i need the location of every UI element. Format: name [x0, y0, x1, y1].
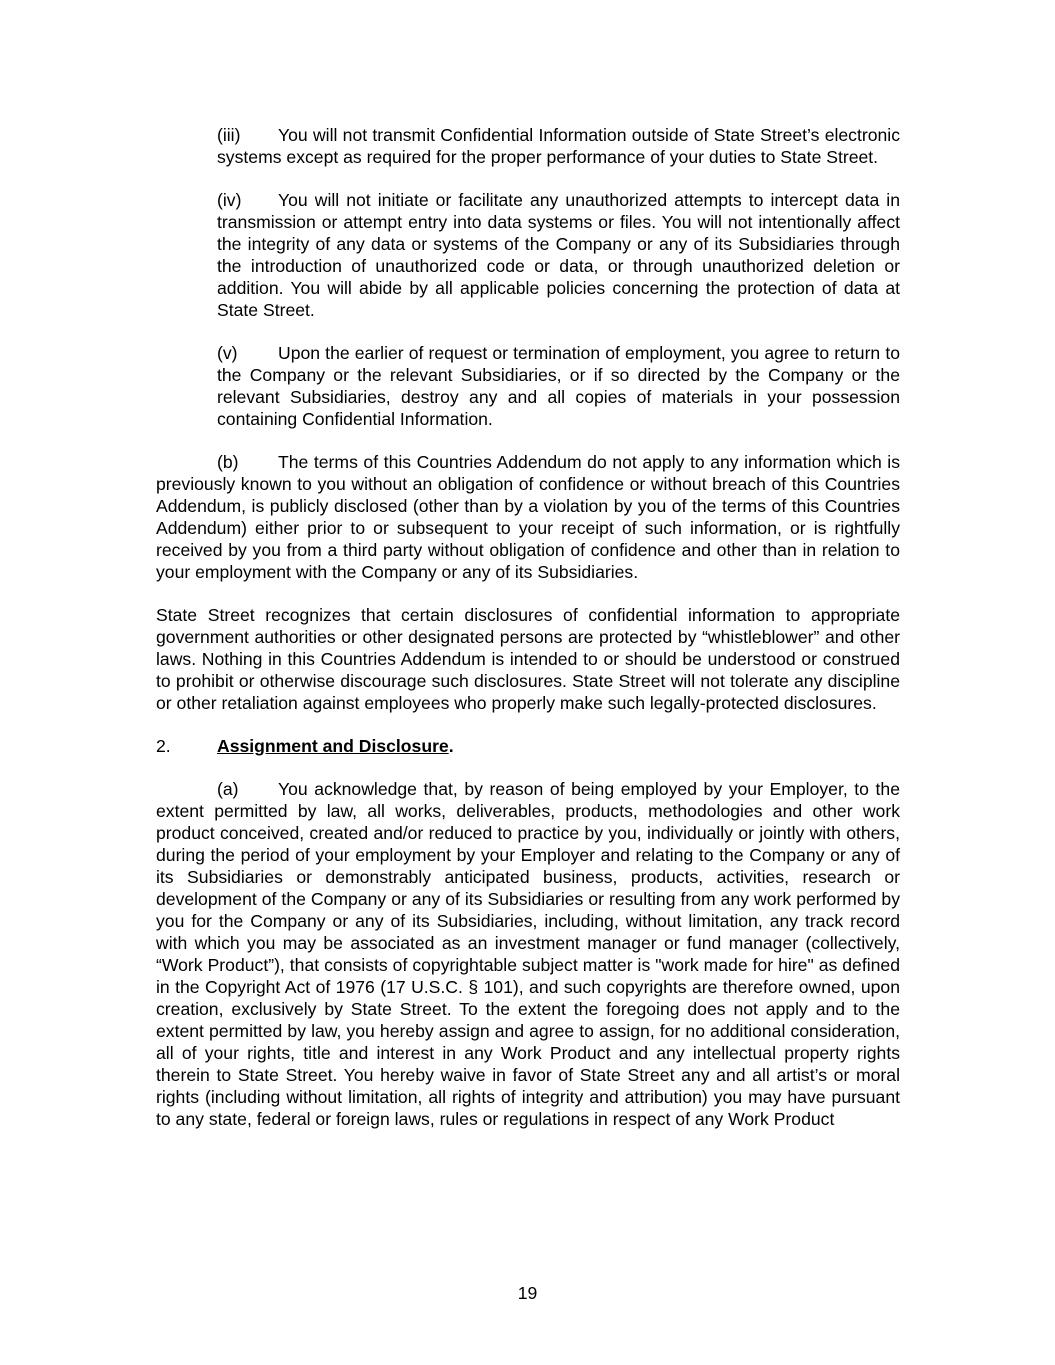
section-title-period: . — [448, 736, 454, 756]
paragraph-label: (v) — [217, 343, 238, 363]
document-body — [156, 124, 900, 1151]
paragraph-text: Upon the earlier of request or termination of employment, you agree to return to the Company or the relevant Subsidiaries, or if so directed by the Company or the relevant Subsidiaries, destroy any and all copies of materials in your possession containing Confidential Information. — [217, 343, 900, 429]
paragraph-text: The terms of this Countries Addendum do not apply to any information which is previously known to you without an obligation of confidence or without breach of this Countries Addendum, is publicly disclosed (other than by a violation by you of the terms of this Countries Addendum) either prior to or subsequent to your receipt of such information, or is rightfully received by you from a third party without obligation of confidence and other than in relation to your employment with the Company or any of its Subsidiaries. — [156, 452, 900, 582]
paragraph-label: (iii) — [217, 125, 241, 145]
paragraph-iv — [217, 189, 900, 321]
paragraph-b — [156, 451, 900, 583]
paragraph-text: You will not initiate or facilitate any unauthorized attempts to intercept data in transmission or attempt entry into data systems or files. You will not intentionally affect the integrity of any data or systems of the Company or any of its Subsidiaries through the introduction of unauthorized code or data, or through unauthorized deletion or addition. You will abide by all applicable policies concerning the protection of data at State Street. — [217, 190, 900, 320]
paragraph-text: You acknowledge that, by reason of being employed by your Employer, to the extent permitted by law, all works, deliverables, products, methodologies and other work product conceived, created and/or reduced to practice by you, individually or jointly with others, during the period of your employment by your Employer and relating to the Company or any of its Subsidiaries or demonstrably anticipated business, products, activities, research or development of the Company or any of its Subsidiaries or resulting from any work performed by you for the Company or any of its Subsidiaries, including, without limitation, any track record with which you may be associated as an investment manager or fund manager (collectively, “Work Product”), that consists of copyrightable subject matter is "work made for hire" as defined in the Copyright Act of 1976 (17 U.S.C. § 101), and such copyrights are therefore owned, upon creation, exclusively by State Street. To the extent the foregoing does not apply and to the extent permitted by law, you hereby assign and agree to assign, for no additional consideration, all of your rights, title and interest in any Work Product and any intellectual property rights therein to State Street. You hereby waive in favor of State Street any and all artist’s or moral rights (including without limitation, all rights of integrity and attribution) you may have pursuant to any state, federal or foreign laws, rules or regulations in respect of any Work Product — [156, 779, 900, 1129]
page-number: 19 — [517, 1283, 538, 1303]
paragraph-whistleblower — [156, 604, 900, 714]
paragraph-label: (iv) — [217, 190, 242, 210]
paragraph-v — [217, 342, 900, 430]
paragraph-a — [156, 778, 900, 1130]
paragraph-text: State Street recognizes that certain disclosures of confidential information to appropriate government authorities or other designated persons are protected by “whistleblower” and other laws. Nothing in this Countries Addendum is intended to or should be understood or construed to prohibit or otherwise discourage such disclosures. State Street will not tolerate any discipline or other retaliation against employees who properly make such legally-protected disclosures. — [156, 605, 900, 713]
paragraph-label: (b) — [217, 452, 239, 472]
section-heading — [156, 735, 900, 757]
section-number: 2. — [156, 736, 171, 756]
paragraph-text: You will not transmit Confidential Information outside of State Street’s electronic systems except as required for the proper performance of your duties to State Street. — [217, 125, 900, 167]
paragraph-iii — [217, 124, 900, 168]
paragraph-label: (a) — [217, 779, 239, 799]
section-title: Assignment and Disclosure — [217, 736, 449, 756]
